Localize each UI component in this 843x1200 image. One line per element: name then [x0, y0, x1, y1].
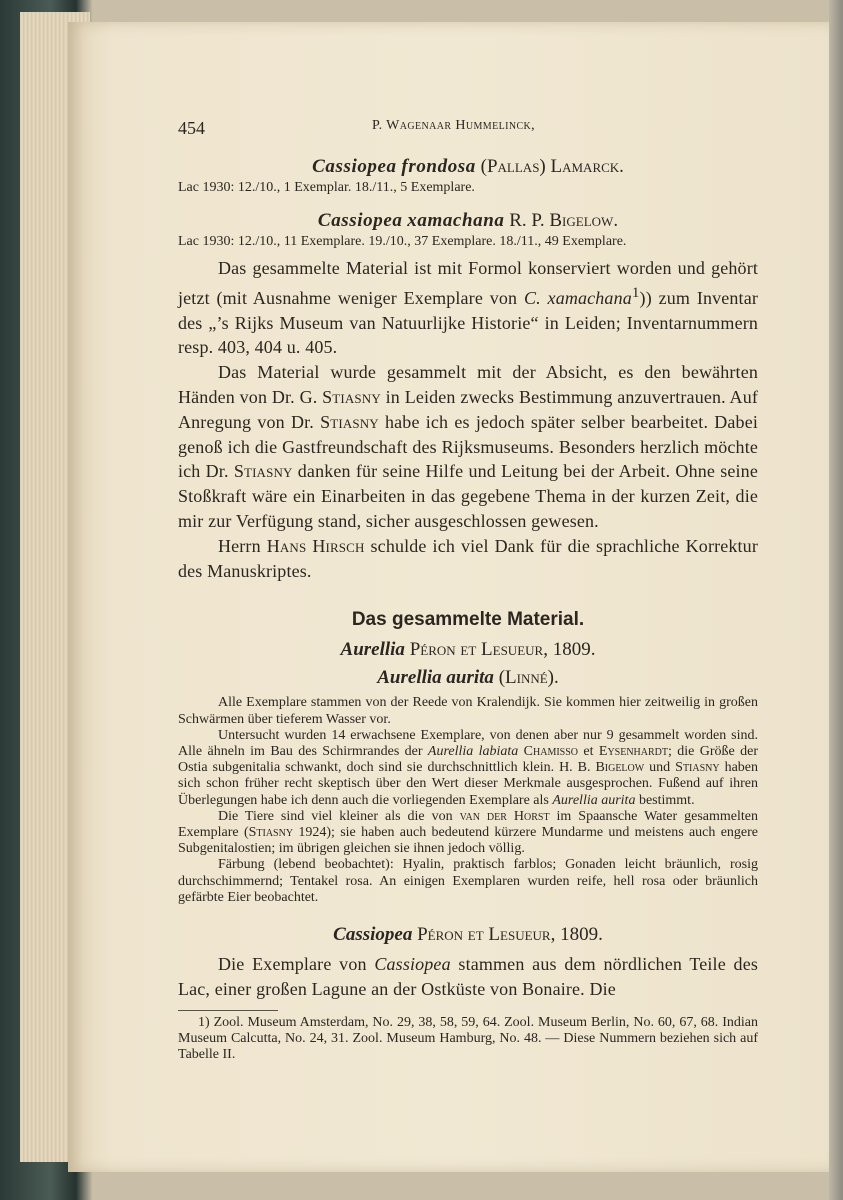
collection-data-xamachana: Lac 1930: 12./10., 11 Exemplare. 19./10., 37 Exemplare. 18./11., 49 Exemplare.	[178, 234, 627, 249]
footnote-marker: 1	[631, 284, 640, 301]
text-run: 1924); sie haben auch bedeutend kürzere Mundarme und meistens auch engere Subgenitalostien; im übrigen gleichen sie ihnen jedoch völlig.	[178, 824, 759, 857]
person-name: Bigelow	[595, 760, 645, 776]
person-name: Stiasny	[675, 760, 720, 776]
paragraph-material	[178, 256, 758, 360]
section-title: Das gesammelte Material.	[351, 609, 585, 631]
aurita-coloration: Färbung (lebend beobachtet): Hyalin, praktisch farblos; Gonaden leicht bräunlich, rosig durchschimmernd; Tentakel rosa. An einigen Exemplaren wurden reife, hell rosa oder bräunlich gefärbte Eier beobachtet.	[178, 857, 758, 905]
paragraph-acknowledgement	[178, 360, 758, 534]
text-run: schulde ich viel Dank für die sprachliche Korrektur des Manuskriptes.	[178, 535, 758, 581]
text-run: Untersucht wurden 14 erwachsene Exemplare, von denen aber nur 9 gesammelt worden sind. Alle ähneln im Bau des Schirmrandes der	[178, 727, 758, 759]
text-run: Das gesammelte Material ist mit Formol konserviert worden und gehört jetzt (mit Ausnahme weniger Exemplare von	[178, 258, 758, 308]
text-run: haben sich schon früher recht skeptisch über den Wert dieser Merkmale ausgesprochen. Fußend auf ihren Überlegungen habe ich denn auch die vorliegenden Exemplare als	[178, 760, 758, 808]
text-run: stammen aus dem nördlichen Teile des Lac, einer großen Lagune an der Ostküste von Bonaire. Die	[178, 954, 758, 999]
genus-name: Aurellia	[340, 639, 405, 661]
text-run: in Leiden zwecks Bestimmung anzuvertrauen. Auf Anregung von Dr.	[178, 386, 758, 432]
taxon-heading-frondosa	[178, 156, 758, 178]
text-run: im Spaansche Water gesammelten Exemplare (	[178, 808, 758, 840]
taxon-author: (Linné).	[498, 667, 559, 689]
genus-heading-cassiopea	[178, 924, 758, 946]
genus-name: Cassiopea	[317, 210, 403, 231]
text-run: und	[644, 760, 676, 776]
person-name: Chamisso	[523, 743, 579, 759]
taxon-heading-xamachana	[178, 210, 758, 232]
footnote: 1) Zool. Museum Amsterdam, No. 29, 38, 58, 59, 64. Zool. Museum Berlin, No. 60, 67, 68. Indian Museum Calcutta, No. 24, 31. Zool. Museum Hamburg, No. 48. — Diese Nummern beziehen sich auf Tabelle II.	[178, 1014, 758, 1062]
taxon-author: Péron et Lesueur, 1809.	[417, 924, 603, 945]
text-run: bestimmt.	[635, 792, 695, 808]
paragraph-cassiopea	[178, 952, 758, 1002]
text-run: Die Exemplare von	[218, 954, 375, 974]
person-name: Stiasny	[233, 461, 293, 482]
species-name: aurita	[446, 667, 494, 689]
page-number: 454	[178, 118, 205, 138]
running-head	[178, 110, 758, 142]
text-run: danken für seine Hilfe und Leitung bei der Arbeit. Ohne seine Stoßkraft wäre ein Einarbeiten in das gegebene Thema in der kurzen Zeit, die mir zur Verfügung stand, sicher ausgeschlossen gewesen.	[178, 461, 758, 531]
text-run: Das Material wurde gesammelt mit der Absicht, es den bewährten Händen von Dr. G.	[178, 362, 758, 407]
text-run: ; die Größe der Ostia subgenitalia schwankt, doch sind sie durchschnittlich klein. H. B.	[178, 743, 758, 776]
text-run: Die Tiere sind viel kleiner als die von	[218, 808, 460, 824]
species-reference: C. xamachana	[523, 287, 632, 308]
text-run: )) zum Inventar des „’s Rijks Museum van Natuurlijke Historie“ in Leiden; Inventarnummern resp. 403, 404 u. 405.	[178, 287, 758, 358]
person-name: Stiasny	[322, 386, 381, 407]
paragraph-thanks	[178, 534, 758, 584]
text-run: Herrn	[218, 535, 267, 556]
genus-name: Cassiopea	[312, 156, 397, 177]
person-name: Stiasny	[320, 411, 379, 432]
collection-data-frondosa: Lac 1930: 12./10., 1 Exemplar. 18./11., 5 Exemplare.	[178, 180, 475, 195]
aurita-examination	[178, 728, 758, 809]
genus-reference: Cassiopea	[374, 954, 451, 974]
taxon-author: R. P. Bigelow.	[509, 210, 619, 231]
species-reference: Aurellia aurita	[552, 792, 636, 808]
genus-heading-aurellia	[178, 639, 758, 661]
person-name: Stiasny	[248, 824, 294, 840]
genus-name: Aurellia	[377, 667, 442, 689]
species-reference: Aurellia labiata	[427, 743, 519, 759]
aurita-comparison	[178, 809, 758, 858]
running-title: P. Wagenaar Hummelinck,	[372, 118, 536, 133]
aurita-locality: Alle Exemplare stammen von der Reede von Kralendijk. Sie kommen hier zeitweilig in großen Schwärmen über tieferem Wasser vor.	[178, 695, 758, 727]
page-content	[178, 110, 758, 1063]
person-name: Hans Hirsch	[266, 535, 365, 556]
taxon-author: (Pallas) Lamarck.	[480, 156, 624, 177]
genus-name: Cassiopea	[333, 924, 413, 945]
person-name: Eysenhardt	[598, 743, 668, 759]
person-name: van der Horst	[459, 808, 550, 824]
species-name: xamachana	[407, 210, 505, 231]
background-edge	[829, 0, 843, 1200]
species-name: frondosa	[401, 156, 476, 177]
footnote-divider	[178, 1010, 278, 1011]
text-run: et	[578, 743, 599, 759]
taxon-heading-aurita	[178, 667, 758, 689]
taxon-author: Péron et Lesueur, 1809.	[409, 639, 596, 661]
text-run: habe ich es jedoch später selber bearbeitet. Dabei genoß ich die Gastfreundschaft des Rijksmuseums. Besonders herzlich möchte ich Dr.	[178, 411, 758, 482]
